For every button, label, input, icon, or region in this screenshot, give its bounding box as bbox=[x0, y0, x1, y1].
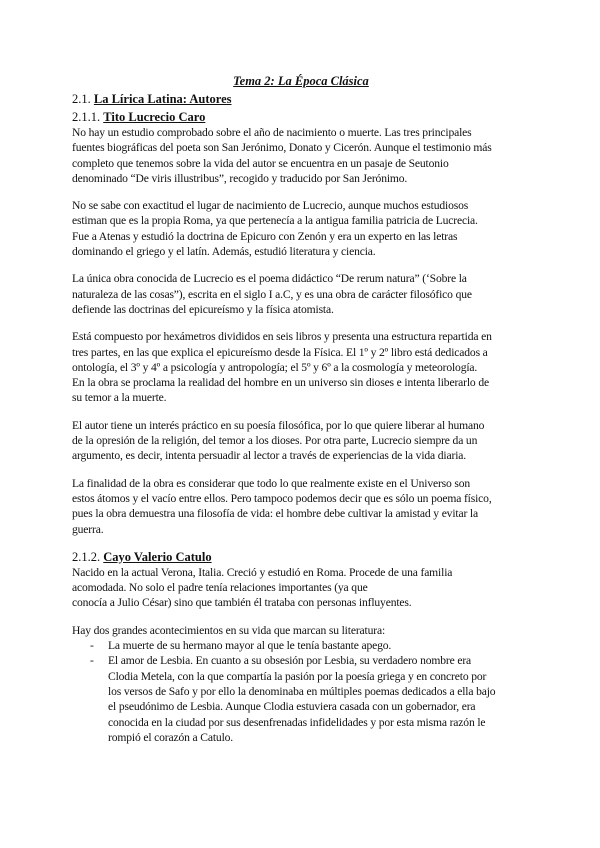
text-line: La única obra conocida de Lucrecio es el poema didáctico “De rerum natura” (‘Sobre la bbox=[72, 272, 467, 286]
list-intro: Hay dos grandes acontecimientos en su vida que marcan su literatura: bbox=[72, 623, 386, 637]
text-line: su temor a la muerte. bbox=[72, 391, 167, 405]
section-heading bbox=[72, 91, 530, 107]
text-line: acomodada. No solo el padre tenía relaciones importantes (ya que bbox=[72, 581, 368, 595]
text-line: el pseudónimo de Lesbia. Aunque Clodia estuviera casada con un gobernador, era bbox=[108, 700, 476, 714]
text-line: pues la obra demuestra una filosofía de vida: el hombre debe cultivar la amistad y evitar la bbox=[72, 507, 478, 521]
section-title: La Lírica Latina: Autores bbox=[93, 92, 232, 106]
text-line: conocía a Julio César) sino que también él trataba con personas influyentes. bbox=[72, 596, 412, 610]
events-list bbox=[72, 638, 530, 745]
section-number: 2.1. bbox=[72, 92, 91, 106]
text-line: los versos de Safo y por ello la denominaba en múltiples poemas dedicados a ella bajo bbox=[108, 684, 496, 698]
lucrecio-body bbox=[72, 125, 530, 537]
subsection-heading-catulo bbox=[72, 549, 530, 565]
text-line: conocida en la ciudad por sus desenfrenadas infidelidades y por esta misma razón le bbox=[108, 715, 486, 729]
text-line: guerra. bbox=[72, 522, 104, 536]
catulo-body bbox=[72, 565, 530, 745]
text-line: denominado “De viris illustribus”, recogido y traducido por San Jerónimo. bbox=[72, 171, 408, 185]
text-line: fuentes biográficas del poeta son San Jerónimo, Donato y Cicerón. Aunque el testimonio más bbox=[72, 141, 492, 155]
text-line: tres partes, en las que explica el epicureísmo desde la Física. El 1º y 2º libro está dedicados a bbox=[72, 345, 488, 359]
dash-marker: - bbox=[90, 654, 94, 668]
subsection-title: Cayo Valerio Catulo bbox=[103, 549, 212, 564]
list-item bbox=[90, 638, 530, 653]
text-line: Clodia Metela, con la que compartía la pasión por la poesía griega y en concreto por bbox=[108, 669, 487, 683]
text-line: ontología, el 3º y 4º a psicología y antropología; el 5º y 6º a la cosmología y meteorología. bbox=[72, 360, 478, 374]
text-line: El amor de Lesbia. En cuanto a su obsesión por Lesbia, su verdadero nombre era bbox=[108, 654, 472, 668]
text-line: completo que tenemos sobre la vida del autor se encuentra en un pasaje de Seutonio bbox=[72, 156, 449, 170]
paragraph bbox=[72, 271, 530, 317]
subsection-title: Tito Lucrecio Caro bbox=[103, 110, 206, 124]
paragraph bbox=[72, 198, 530, 259]
subsection-number: 2.1.1. bbox=[72, 110, 101, 124]
subsection-number: 2.1.2. bbox=[72, 549, 101, 564]
text-line: La muerte de su hermano mayor al que le tenía bastante apego. bbox=[108, 639, 392, 653]
paragraph bbox=[72, 418, 530, 464]
text-line: argumento, es decir, intenta persuadir al lector a través de experiencias de la vida diaria. bbox=[72, 449, 467, 463]
text-line: En la obra se proclama la realidad del hombre en un universo sin dioses e intenta liberarlo de bbox=[72, 376, 489, 390]
text-line: Está compuesto por hexámetros divididos en seis libros y presenta una estructura repartida en bbox=[72, 330, 492, 344]
dash-marker: - bbox=[90, 639, 94, 653]
text-line: No se sabe con exactitud el lugar de nacimiento de Lucrecio, aunque muchos estudiosos bbox=[72, 199, 469, 213]
text-line: El autor tiene un interés práctico en su poesía filosófica, por lo que quiere liberar al humano bbox=[72, 418, 485, 432]
text-line: estos átomos y el vacío entre ellos. Pero tampoco podemos decir que es sólo un poema físico, bbox=[72, 491, 492, 505]
paragraph bbox=[72, 565, 530, 611]
text-line: Fue a Atenas y estudió la doctrina de Epicuro con Zenón y era un experto en las letras bbox=[72, 229, 458, 243]
text-line: estiman que es la propia Roma, ya que pertenecía a la antigua familia patricia de Lucrecia. bbox=[72, 214, 478, 228]
document-title: Tema 2: La Época Clásica bbox=[233, 74, 369, 88]
list-item bbox=[90, 653, 530, 745]
text-line: Nacido en la actual Verona, Italia. Creció y estudió en Roma. Procede de una familia bbox=[72, 565, 453, 579]
paragraph bbox=[72, 125, 530, 186]
text-line: naturaleza de las cosas”), escrita en el siglo I a.C, y es una obra de carácter filosófico que bbox=[72, 287, 472, 301]
text-line: La finalidad de la obra es considerar que todo lo que realmente existe en el Universo son bbox=[72, 476, 471, 490]
paragraph bbox=[72, 476, 530, 537]
paragraph bbox=[72, 329, 530, 405]
text-line: de la opresión de la religión, del temor a los dioses. Por otra parte, Lucrecio siempre da un bbox=[72, 434, 478, 448]
text-line: dominando el griego y el latín. Además, estudió literatura y ciencia. bbox=[72, 245, 376, 259]
text-line: defiende las doctrinas del epicureísmo y la física atomista. bbox=[72, 302, 334, 316]
text-line: rompió el corazón a Catulo. bbox=[108, 730, 234, 744]
text-line: No hay un estudio comprobado sobre el año de nacimiento o muerte. Las tres principales bbox=[72, 126, 472, 139]
subsection-heading-lucrecio bbox=[72, 109, 530, 125]
